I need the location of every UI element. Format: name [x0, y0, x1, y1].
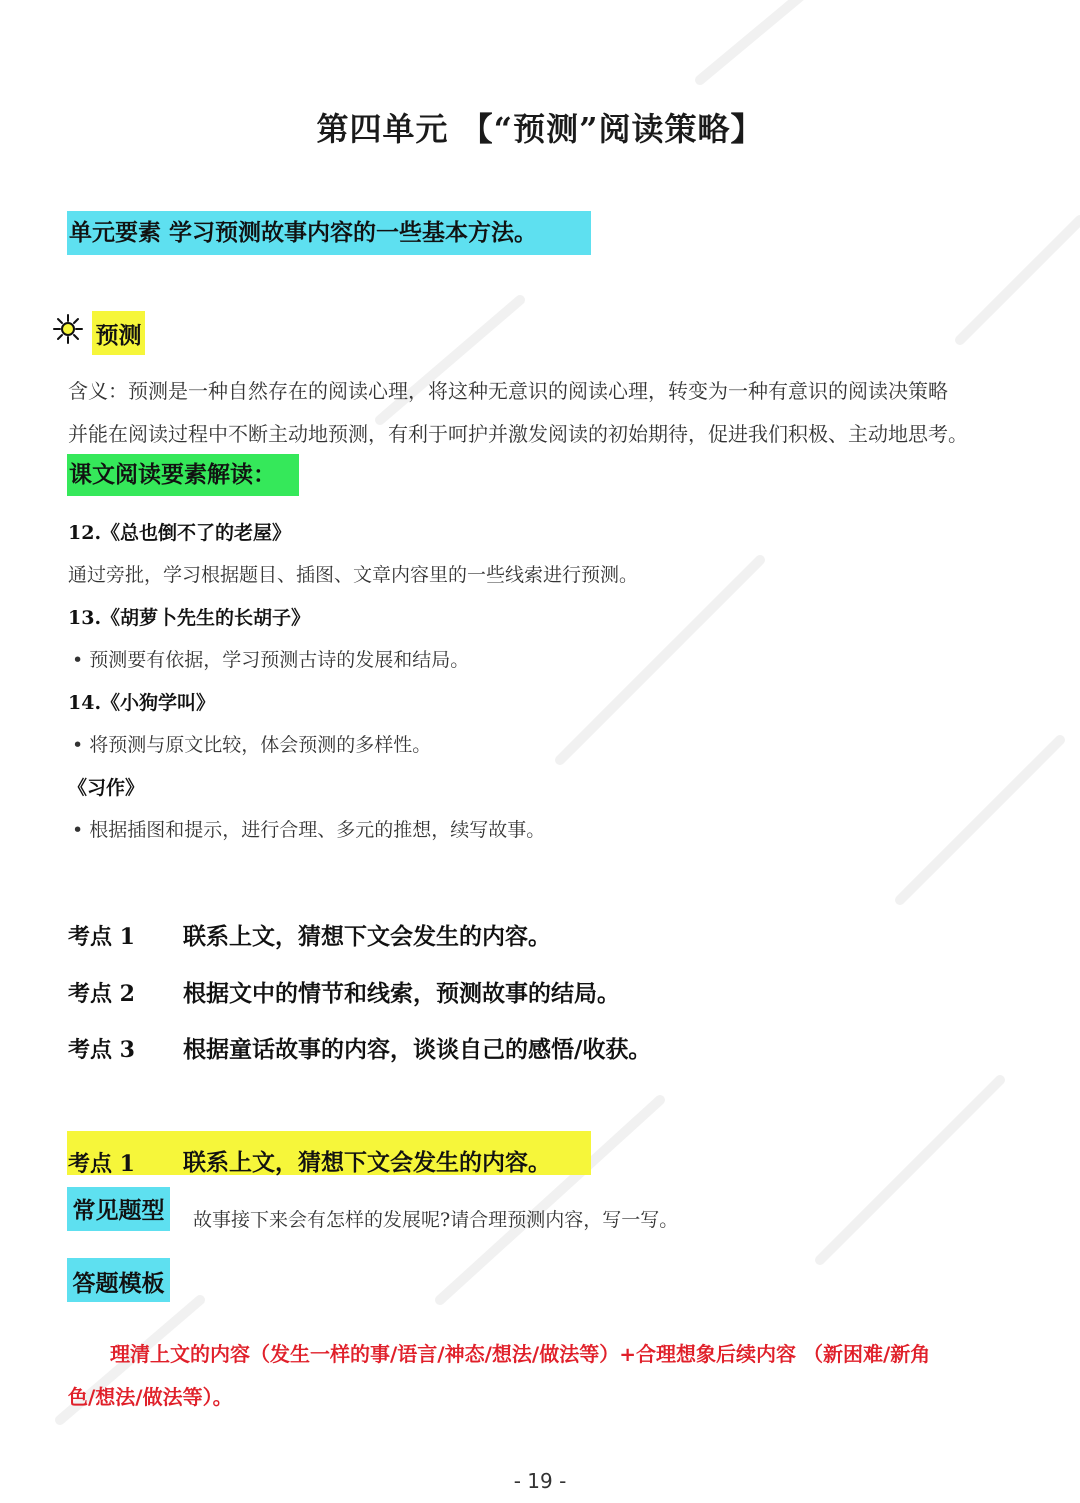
- lesson-desc: • 根据插图和提示，进行合理、多元的推想，续写故事。: [72, 819, 546, 841]
- reading-elements-heading: 课文阅读要素解读：: [67, 454, 299, 496]
- common-type-label: 常见题型: [67, 1187, 170, 1231]
- lesson-title: 13.《胡萝卜先生的长胡子》: [68, 607, 311, 629]
- lesson-desc: • 预测要有依据，学习预测古诗的发展和结局。: [72, 649, 470, 671]
- key-point-label: 考点 2: [68, 981, 135, 1007]
- template-label: 答题模板: [67, 1258, 170, 1302]
- key-point-label: 考点 1: [68, 924, 135, 950]
- lesson-title: 14.《小狗学叫》: [68, 692, 216, 714]
- page-title: 第四单元 【“预测”阅读策略】: [316, 110, 764, 148]
- lesson-title: 12.《总也倒不了的老屋》: [68, 522, 292, 544]
- key-point-text: 根据童话故事的内容，谈谈自己的感悟/收获。: [183, 1036, 652, 1063]
- detail-label: 考点 1: [68, 1151, 135, 1177]
- lesson-desc: 通过旁批，学习根据题目、插图、文章内容里的一些线索进行预测。: [68, 564, 639, 586]
- unit-element-banner: 单元要素 学习预测故事内容的一些基本方法。: [67, 211, 591, 255]
- meaning-line-1: 含义：预测是一种自然存在的阅读心理，将这种无意识的阅读心理，转变为一种有意识的阅读决策略: [68, 379, 948, 403]
- prediction-heading: 预测: [92, 311, 145, 355]
- meaning-line-2: 并能在阅读过程中不断主动地预测，有利于呵护并激发阅读的初始期待，促进我们积极、主动地思考。: [68, 422, 968, 446]
- lesson-title: 《习作》: [68, 777, 145, 799]
- lesson-desc: • 将预测与原文比较，体会预测的多样性。: [72, 734, 432, 756]
- template-line-1: 理清上文的内容（发生一样的事/语言/神态/想法/做法等）+合理想象后续内容 （新困难/新角: [110, 1342, 931, 1366]
- sun-icon: [52, 313, 84, 345]
- key-point-label: 考点 3: [68, 1037, 135, 1063]
- page-number: - 19 -: [513, 1469, 567, 1493]
- key-point-text: 联系上文，猜想下文会发生的内容。: [183, 923, 551, 950]
- template-line-2: 色/想法/做法等）。: [68, 1385, 233, 1409]
- detail-text: 联系上文，猜想下文会发生的内容。: [183, 1149, 551, 1176]
- common-type-text: 故事接下来会有怎样的发展呢?请合理预测内容，写一写。: [193, 1209, 679, 1231]
- key-point-text: 根据文中的情节和线索，预测故事的结局。: [183, 980, 620, 1007]
